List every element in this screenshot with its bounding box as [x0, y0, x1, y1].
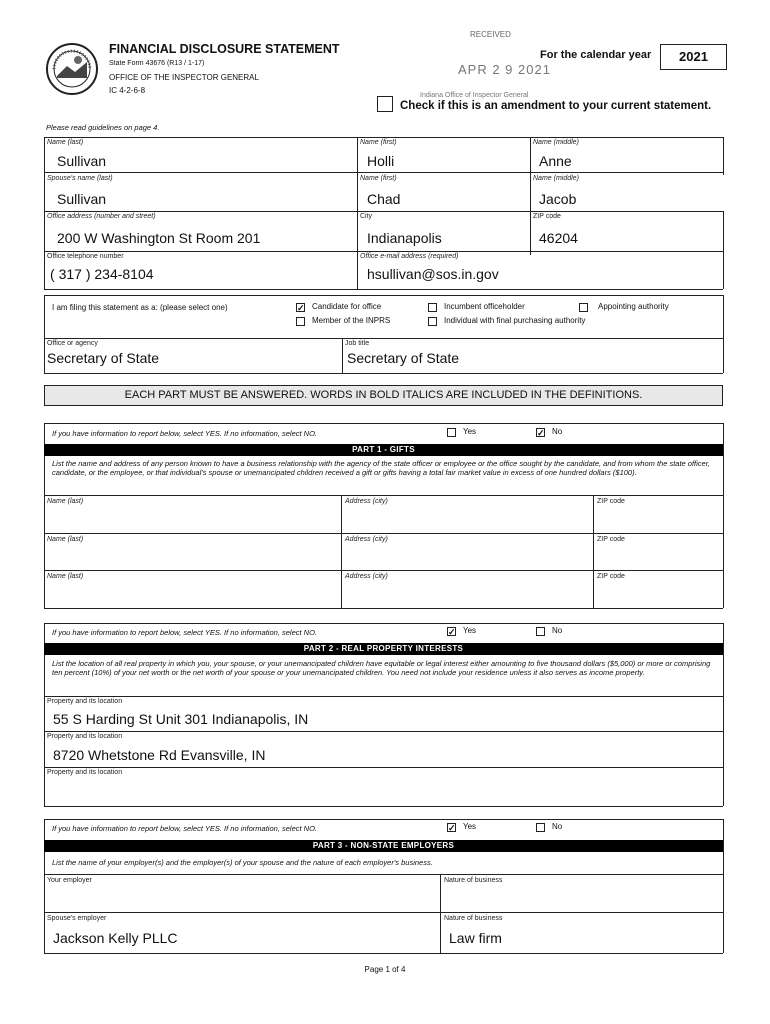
part2-instructions: List the location of all real property in which you, your spouse, or your unemancipated children have equitable or legal interest either amounting to five thousand dollars ($5,000) or more or comprising ten percent (10%) of your net worth or the net worth of your spouse or your unemancipated children. You need not include your residence unless it also serves as income property. [52, 659, 711, 677]
part1-address-label-2: Address (city) [345, 536, 388, 543]
received-date-stamp: APR 2 9 2021 [458, 62, 551, 77]
code-citation: IC 4-2-6-8 [109, 86, 146, 95]
property-field-2[interactable]: 8720 Whetstone Rd Evansville, IN [53, 747, 266, 763]
part1-name-label-2: Name (last) [47, 536, 84, 543]
part1-yes-no-prompt: If you have information to report below, select YES. If no information, select NO. [52, 429, 317, 438]
zip-field[interactable]: 46204 [539, 230, 578, 246]
part3-yes-label: Yes [463, 822, 477, 831]
part1-instructions: List the name and address of any person known to have a business relationship with the agency of the state officer or employee or the office sought by the candidate, and from whom the state officer, candidate, or the employee, or that individual's spouse or unemancipated children received a gift or gifts having a total fair market value in excess of one hundred dollars ($100). [52, 459, 710, 477]
guidelines-note: Please read guidelines on page 4. [46, 123, 160, 132]
phone-field[interactable] [50, 266, 154, 282]
property-label-3: Property and its location [47, 769, 123, 776]
candidate-checkbox[interactable]: ✓ [297, 303, 305, 313]
part3-title: PART 3 - NON-STATE EMPLOYERS [44, 840, 723, 852]
office-name: OFFICE OF THE INSPECTOR GENERAL [109, 73, 259, 82]
received-stamp: RECEIVED [470, 30, 511, 39]
name-middle-field[interactable]: Anne [539, 153, 572, 169]
phone-paren-open: ( [50, 266, 55, 282]
spouse-nature-label: Nature of business [444, 915, 503, 922]
part2-no-label: No [552, 626, 563, 635]
property-label-1: Property and its location [47, 698, 123, 705]
part2-yes-no-prompt: If you have information to report below, select YES. If no information, select NO. [52, 628, 317, 637]
email-field[interactable]: hsullivan@sos.in.gov [367, 266, 499, 282]
email-label: Office e-mail address (required) [360, 253, 459, 260]
page-number: Page 1 of 4 [364, 965, 406, 974]
part1-zip-label-2: ZIP code [597, 536, 625, 543]
calendar-year-label: For the calendar year [540, 49, 652, 61]
phone-area-code: 317 [58, 266, 82, 282]
property-field-1[interactable]: 55 S Harding St Unit 301 Indianapolis, IN [53, 711, 309, 727]
spouse-employer-field[interactable]: Jackson Kelly PLLC [53, 930, 178, 946]
purchasing-checkbox[interactable] [428, 317, 437, 326]
part1-name-label-1: Name (last) [47, 498, 84, 505]
spouse-first-field[interactable]: Chad [367, 191, 401, 207]
form-title: FINANCIAL DISCLOSURE STATEMENT [109, 42, 340, 56]
name-last-label: Name (last) [47, 139, 84, 146]
property-label-2: Property and its location [47, 733, 123, 740]
spouse-middle-field[interactable]: Jacob [539, 191, 577, 207]
inprs-label: Member of the INPRS [312, 316, 391, 325]
spouse-first-label: Name (first) [360, 175, 397, 182]
part2-title: PART 2 - REAL PROPERTY INTERESTS [44, 643, 723, 655]
part1-address-label-1: Address (city) [345, 498, 388, 505]
inprs-checkbox[interactable] [296, 317, 305, 326]
part3-no-label: No [552, 822, 563, 831]
name-first-field[interactable]: Holli [367, 153, 395, 169]
spouse-middle-label: Name (middle) [533, 175, 579, 182]
candidate-label: Candidate for office [312, 302, 382, 311]
zip-label: ZIP code [533, 213, 561, 220]
filing-as-prompt: I am filing this statement as a: (please select one) [52, 303, 228, 312]
agency-label: Office or agency [47, 340, 98, 347]
part3-instructions: List the name of your employer(s) and the employer(s) of your spouse and the nature of each employer's business. [52, 858, 433, 867]
part3-yes-no-prompt: If you have information to report below, select YES. If no information, select NO. [52, 824, 317, 833]
calendar-year: 2021 [679, 49, 708, 64]
city-field[interactable]: Indianapolis [367, 230, 442, 246]
spouse-employer-label: Spouse's employer [47, 915, 107, 922]
name-first-label: Name (first) [360, 139, 397, 146]
appointing-checkbox[interactable] [579, 303, 588, 312]
name-last-field[interactable]: Sullivan [57, 153, 107, 169]
incumbent-checkbox[interactable] [428, 303, 437, 312]
spouse-nature-field[interactable]: Law firm [449, 930, 502, 946]
spouse-last-label: Spouse's name (last) [47, 175, 113, 182]
phone-number: 234-8104 [94, 266, 154, 282]
phone-label: Office telephone number [47, 253, 124, 260]
purchasing-label: Individual with final purchasing authority [444, 316, 586, 325]
definitions-banner-text: EACH PART MUST BE ANSWERED. WORDS IN BOLD ITALICS ARE INCLUDED IN THE DEFINITIONS. [124, 389, 643, 401]
part1-no-label: No [552, 427, 563, 436]
name-middle-label: Name (middle) [533, 139, 579, 146]
part1-no-checkbox[interactable]: ✓ [537, 428, 545, 438]
state-seal [45, 42, 99, 96]
part1-yes-label: Yes [463, 427, 477, 436]
spouse-last-field[interactable]: Sullivan [57, 191, 107, 207]
part2-yes-checkbox[interactable]: ✓ [448, 627, 456, 637]
address-field[interactable]: 200 W Washington St Room 201 [57, 230, 261, 246]
amendment-stamp-overlap: Indiana Office of Inspector General [420, 92, 529, 99]
your-employer-label: Your employer [47, 877, 92, 884]
amendment-label: Check if this is an amendment to your current statement. [400, 100, 712, 112]
part3-yes-checkbox[interactable]: ✓ [448, 823, 456, 833]
part2-yes-label: Yes [463, 626, 477, 635]
incumbent-label: Incumbent officeholder [444, 302, 525, 311]
part3-no-checkbox[interactable] [536, 823, 545, 832]
phone-paren-close: ) [85, 266, 91, 282]
part1-address-label-3: Address (city) [345, 573, 388, 580]
job-title-label: Job title [345, 340, 370, 347]
job-title-field[interactable]: Secretary of State [347, 350, 460, 366]
appointing-label: Appointing authority [598, 302, 669, 311]
part1-zip-label-3: ZIP code [597, 573, 625, 580]
part2-no-checkbox[interactable] [536, 627, 545, 636]
city-label: City [360, 213, 373, 220]
part1-title: PART 1 - GIFTS [44, 444, 723, 456]
agency-field[interactable]: Secretary of State [47, 350, 160, 366]
your-nature-label: Nature of business [444, 877, 503, 884]
form-number: State Form 43676 (R13 / 1-17) [109, 60, 205, 67]
amendment-checkbox[interactable] [377, 96, 393, 112]
part1-name-label-3: Name (last) [47, 573, 84, 580]
address-label: Office address (number and street) [47, 213, 156, 220]
part1-yes-checkbox[interactable] [447, 428, 456, 437]
part1-zip-label-1: ZIP code [597, 498, 625, 505]
